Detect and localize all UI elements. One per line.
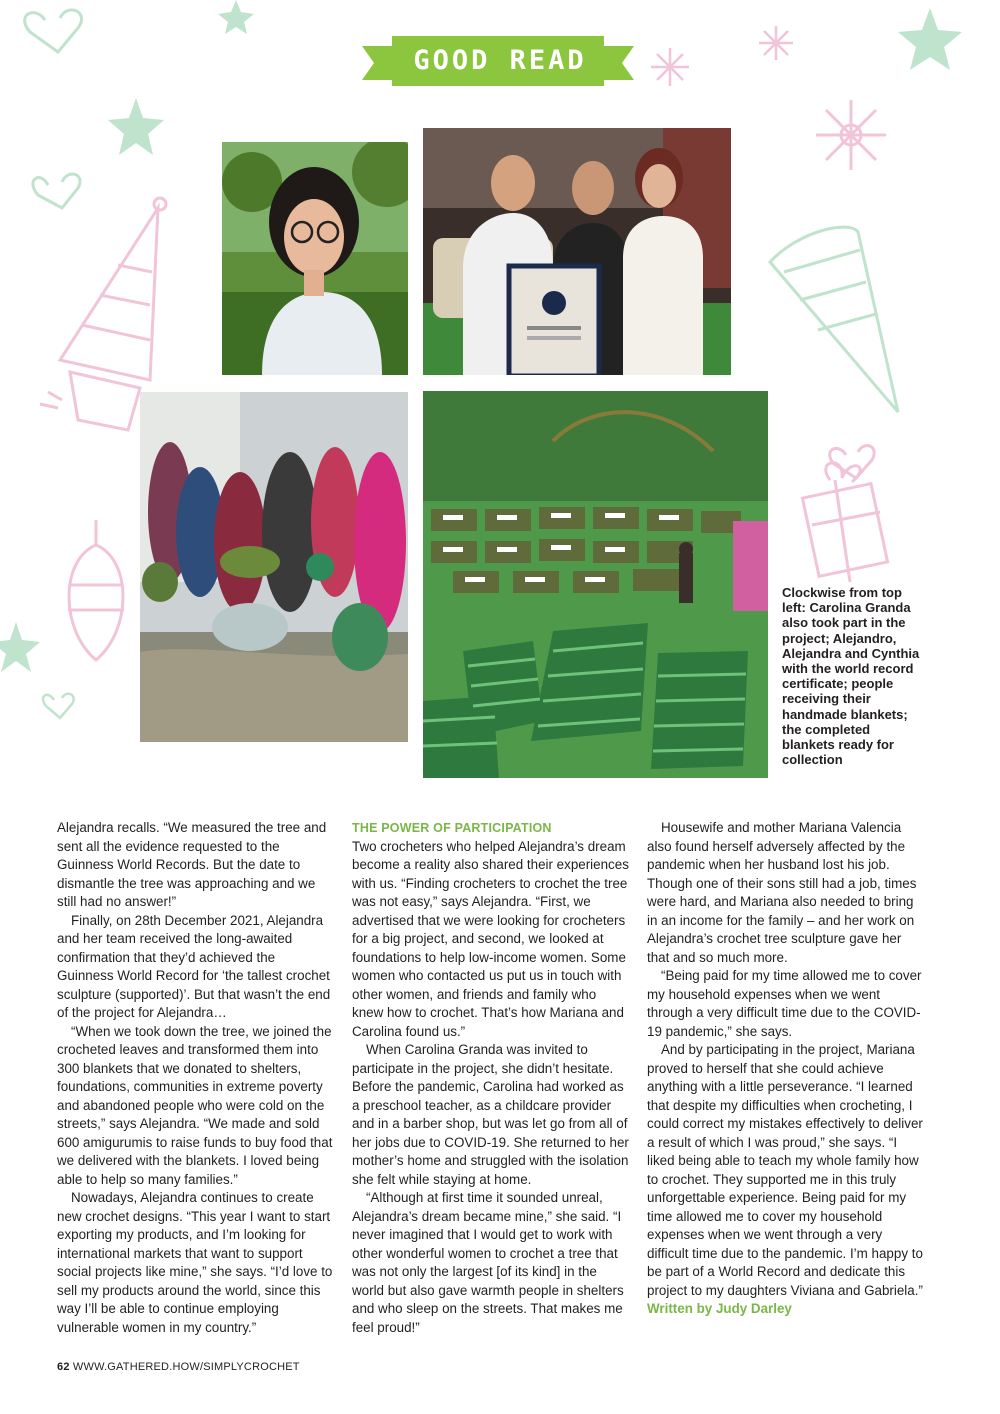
paragraph: Alejandra recalls. “We measured the tree and sent all the evidence requested to the Guinness World Records. But the date to dismantle the tree was approaching and we still had no answer!”	[57, 820, 327, 909]
paragraph: Housewife and mother Mariana Valencia also found herself adversely affected by the pandemic when her husband lost his job. Though one of their sons still had a job, times were hard, and Mariana also needed to bring in an income for the family – and her work on Alejandra’s crochet tree sculpture gave her that and so much more.	[647, 820, 917, 965]
heart-doodle	[830, 446, 875, 478]
heart-doodle	[33, 174, 80, 208]
gift-doodle	[802, 463, 887, 582]
ornament-doodle	[68, 520, 124, 660]
paragraph: “Being paid for my time allowed me to cover my household expenses when we went through a very difficult time due to the COVID-19 pandemic,” she says.	[647, 968, 922, 1039]
star-doodle	[218, 0, 254, 34]
heart-doodle	[43, 694, 74, 718]
paragraph: Finally, on 28th December 2021, Alejandra and her team received the long-awaited confirmation that they’d achieved the Guinness World Record for ‘the tallest crochet sculpture (supported)’. But that wasn’t the end of the project for Alejandra…	[57, 912, 331, 1020]
photo-caption: Clockwise from top left: Carolina Granda also took part in the project; Alejandro, Alejandra and Cynthia with the world record certificate; people receiving their handmade blankets; the completed blankets ready for collection	[782, 585, 920, 768]
photo-carolina-portrait	[222, 142, 408, 375]
snowflake-doodle	[759, 26, 793, 60]
article-column-1	[57, 819, 335, 1337]
cone-tree-doodle	[770, 227, 898, 412]
article-column-2	[352, 819, 630, 1337]
paragraph: Two crocheters who helped Alejandra’s dream become a reality also shared their experiences with us. “Finding crocheters to crochet the tree was not easy,” says Alejandra. “First, we advertised that we were looking for crocheters for a big project, and second, we looked at foundations to help low-income women. Some women who contacted us put us in touch with other women, and friends and family who knew how to crochet. That’s how Mariana and Carolina found us.”	[352, 838, 629, 1039]
photo-completed-blankets	[423, 391, 768, 778]
page-footer	[57, 1361, 300, 1373]
paragraph: “When we took down the tree, we joined the crocheted leaves and transformed them into 300 blankets that we donated to shelters, foundations, communities in extreme poverty and abandoned people who were cold on the streets,” says Alejandra. “We made and sold 600 amigurumis to raise funds to buy food that we delivered with the blankets. I loved being able to help so many families.”	[57, 1023, 333, 1187]
star-doodle	[898, 8, 962, 70]
paragraph: Nowadays, Alejandra continues to create new crochet designs. “This year I want to start exporting my products, and I’m looking for international markets that want to support social projects like mine,” she says. “I’d love to sell my products around the world, since this way I’ll be able to continue employing vulnerable women in my country.”	[57, 1190, 333, 1335]
photo-world-record-certificate	[423, 128, 731, 375]
paragraph: “Although at first time it sounded unreal, Alejandra’s dream became mine,” she said. “I never imagined that I would get to work with other wonderful women to crochet a tree that was not only the largest [of its kind] in the world but also gave warmth people in shelters and who sleep on the streets. That makes me feel proud!”	[352, 1190, 624, 1335]
snowflake-doodle	[651, 48, 689, 86]
section-subheading: THE POWER OF PARTICIPATION	[352, 821, 552, 835]
page-number: 62	[57, 1361, 70, 1373]
star-doodle	[108, 98, 164, 155]
photo-people-receiving-blankets	[140, 392, 408, 742]
footer-url[interactable]: WWW.GATHERED.HOW/SIMPLYCROCHET	[72, 1361, 300, 1373]
section-banner-label: GOOD READ	[413, 44, 587, 76]
star-doodle	[0, 622, 40, 672]
author-byline: Written by Judy Darley	[647, 1301, 792, 1316]
paragraph: And by participating in the project, Mariana proved to herself that she could achieve anything with a little perseverance. “I learned that despite my difficulties when crocheting, I could correct my mistakes effectively to deliver a result of which I was proud,” she says. “I liked being able to teach my whole family how to crochet. They supported me in this truly unforgettable experience. Being paid for my time allowed me to cover my household expenses when we went through a very difficult time due to the pandemic. I’m happy to be part of a World Record and dedicate this project to my daughters Viviana and Gabriela.”	[647, 1042, 923, 1298]
paragraph: When Carolina Granda was invited to participate in the project, she didn’t hesitate. Before the pandemic, Carolina had worked as a preschool teacher, as a childcare provider and in a barber shop, but was let go from all of her jobs due to COVID-19. She returned to her mother’s home and struggled with the isolation she felt while staying at home.	[352, 1042, 629, 1187]
snowflake-doodle	[816, 100, 886, 170]
article-column-3	[647, 819, 925, 1319]
heart-doodle	[25, 10, 82, 52]
